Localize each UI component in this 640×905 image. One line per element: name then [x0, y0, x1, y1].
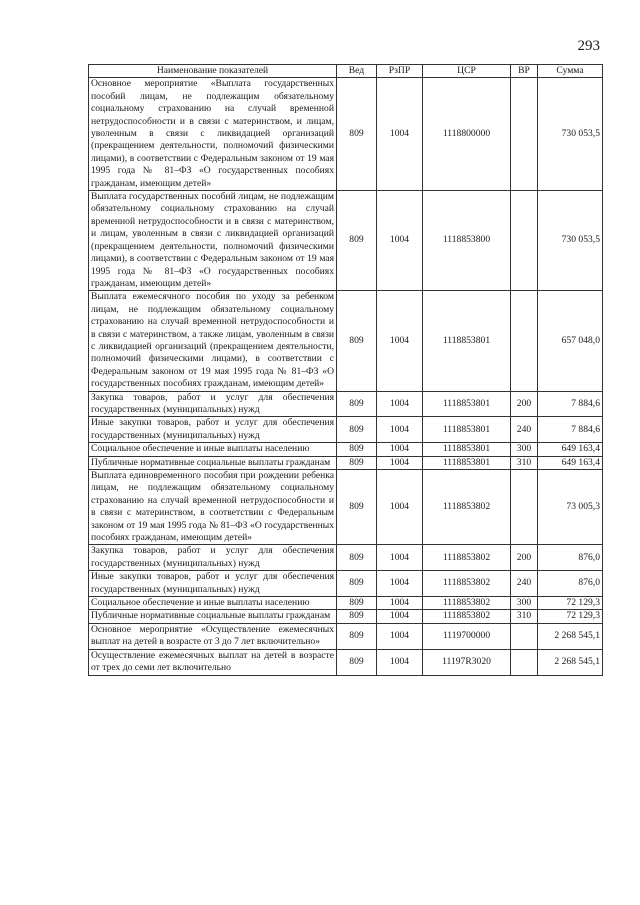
row-sum: 7 884,6	[538, 391, 603, 417]
row-vr: 310	[511, 456, 538, 469]
row-name: Основное мероприятие «Осуществление ежемесячных выплат на детей в возрасте от 3 до 7 лет включительно»	[89, 623, 337, 649]
row-csr: 1118853802	[423, 610, 511, 623]
row-rzpr: 1004	[377, 417, 423, 443]
row-vr	[511, 470, 538, 545]
header-name: Наименование показателей	[89, 65, 337, 78]
row-name: Социальное обеспечение и иные выплаты населению	[89, 443, 337, 456]
table-row	[89, 470, 603, 545]
header-ved: Вед	[337, 65, 377, 78]
table-row	[89, 545, 603, 571]
row-vr: 200	[511, 391, 538, 417]
page-number: 293	[577, 38, 600, 54]
row-csr: 1118853800	[423, 191, 511, 291]
row-csr: 1118853802	[423, 597, 511, 610]
row-sum: 876,0	[538, 571, 603, 597]
row-sum: 7 884,6	[538, 417, 603, 443]
table-row	[89, 78, 603, 191]
row-name: Иные закупки товаров, работ и услуг для обеспечения государственных (муниципальных) нужд	[89, 571, 337, 597]
row-csr: 1118853801	[423, 456, 511, 469]
row-sum: 73 005,3	[538, 470, 603, 545]
row-name: Выплата государственных пособий лицам, не подлежащим обязательному социальному страхованию на случай временной нетрудоспособности и в связи с материнством, и лицам, уволенным в связи с ликвидацией организаций (прекращением деятельности, полномочий физическими лицами), в соответствии с Федеральным законом от 19 мая 1995 года № 81–ФЗ «О государственных пособиях гражданам, имеющим детей»	[89, 191, 337, 291]
row-rzpr: 1004	[377, 391, 423, 417]
row-csr: 1118853802	[423, 571, 511, 597]
row-ved: 809	[337, 545, 377, 571]
row-rzpr: 1004	[377, 470, 423, 545]
row-csr: 1118853801	[423, 417, 511, 443]
row-csr: 1118853801	[423, 443, 511, 456]
row-name: Основное мероприятие «Выплата государственных пособий лицам, не подлежащим обязательному социальному страхованию на случай временной нетрудоспособности и в связи с материнством, и лицам, уволенным в связи с ликвидацией организаций (прекращением деятельности, полномочий физическими лицами), в соответствии с Федеральным законом от 19 мая 1995 года № 81–ФЗ «О государственных пособиях гражданам, имеющим детей»	[89, 78, 337, 191]
row-vr: 300	[511, 597, 538, 610]
table-row	[89, 623, 603, 649]
row-rzpr: 1004	[377, 571, 423, 597]
table-row	[89, 456, 603, 469]
row-name: Осуществление ежемесячных выплат на детей в возрасте от трех до семи лет включительно	[89, 649, 337, 675]
row-ved: 809	[337, 571, 377, 597]
row-csr: 1118853801	[423, 391, 511, 417]
table-row	[89, 391, 603, 417]
row-ved: 809	[337, 417, 377, 443]
row-ved: 809	[337, 456, 377, 469]
row-csr: 1118853802	[423, 470, 511, 545]
budget-table	[88, 64, 603, 676]
table-row	[89, 649, 603, 675]
row-sum: 72 129,3	[538, 610, 603, 623]
header-rzpr: РзПР	[377, 65, 423, 78]
row-csr: 11197R3020	[423, 649, 511, 675]
row-name: Закупка товаров, работ и услуг для обеспечения государственных (муниципальных) нужд	[89, 391, 337, 417]
row-vr: 240	[511, 571, 538, 597]
row-sum: 72 129,3	[538, 597, 603, 610]
row-rzpr: 1004	[377, 610, 423, 623]
row-vr	[511, 649, 538, 675]
row-name: Социальное обеспечение и иные выплаты населению	[89, 597, 337, 610]
table-row	[89, 571, 603, 597]
table-row	[89, 443, 603, 456]
row-name: Публичные нормативные социальные выплаты гражданам	[89, 610, 337, 623]
row-ved: 809	[337, 443, 377, 456]
table-row	[89, 417, 603, 443]
row-ved: 809	[337, 649, 377, 675]
row-sum: 657 048,0	[538, 291, 603, 391]
row-rzpr: 1004	[377, 456, 423, 469]
row-vr	[511, 78, 538, 191]
row-name: Публичные нормативные социальные выплаты гражданам	[89, 456, 337, 469]
row-vr: 200	[511, 545, 538, 571]
row-name: Закупка товаров, работ и услуг для обеспечения государственных (муниципальных) нужд	[89, 545, 337, 571]
row-sum: 649 163,4	[538, 456, 603, 469]
row-csr: 1118853802	[423, 545, 511, 571]
row-vr: 300	[511, 443, 538, 456]
header-vr: ВР	[511, 65, 538, 78]
header-csr: ЦСР	[423, 65, 511, 78]
row-vr	[511, 191, 538, 291]
row-sum: 2 268 545,1	[538, 649, 603, 675]
row-ved: 809	[337, 597, 377, 610]
row-name: Выплата ежемесячного пособия по уходу за ребенком лицам, не подлежащим обязательному социальному страхованию на случай временной нетрудоспособности и в связи с материнством, а также лицам, уволенным в связи с ликвидацией организаций (прекращением деятельности, полномочий физическими лицами), в соответствии с Федеральным законом от 19 мая 1995 года № 81–ФЗ «О государственных пособиях гражданам, имеющим детей»	[89, 291, 337, 391]
row-ved: 809	[337, 391, 377, 417]
table-header-row	[89, 65, 603, 78]
row-csr: 1118853801	[423, 291, 511, 391]
row-vr	[511, 291, 538, 391]
table-row	[89, 191, 603, 291]
row-ved: 809	[337, 291, 377, 391]
row-ved: 809	[337, 470, 377, 545]
row-rzpr: 1004	[377, 191, 423, 291]
row-csr: 1119700000	[423, 623, 511, 649]
row-vr: 240	[511, 417, 538, 443]
row-sum: 730 053,5	[538, 78, 603, 191]
table-row	[89, 597, 603, 610]
header-sum: Сумма	[538, 65, 603, 78]
row-ved: 809	[337, 623, 377, 649]
row-ved: 809	[337, 191, 377, 291]
row-sum: 649 163,4	[538, 443, 603, 456]
row-sum: 730 053,5	[538, 191, 603, 291]
row-name: Иные закупки товаров, работ и услуг для обеспечения государственных (муниципальных) нужд	[89, 417, 337, 443]
row-rzpr: 1004	[377, 443, 423, 456]
row-vr: 310	[511, 610, 538, 623]
table-row	[89, 291, 603, 391]
row-ved: 809	[337, 610, 377, 623]
row-rzpr: 1004	[377, 649, 423, 675]
row-rzpr: 1004	[377, 291, 423, 391]
row-rzpr: 1004	[377, 78, 423, 191]
row-rzpr: 1004	[377, 623, 423, 649]
row-sum: 876,0	[538, 545, 603, 571]
row-rzpr: 1004	[377, 597, 423, 610]
row-name: Выплата единовременного пособия при рождении ребенка лицам, не подлежащим обязательному социальному страхованию на случай временной нетрудоспособности и в связи с материнством, в соответствии с Федеральным законом от 19 мая 1995 года № 81–ФЗ «О государственных пособиях гражданам, имеющим детей»	[89, 470, 337, 545]
row-sum: 2 268 545,1	[538, 623, 603, 649]
table-row	[89, 610, 603, 623]
row-csr: 1118800000	[423, 78, 511, 191]
row-ved: 809	[337, 78, 377, 191]
row-rzpr: 1004	[377, 545, 423, 571]
row-vr	[511, 623, 538, 649]
